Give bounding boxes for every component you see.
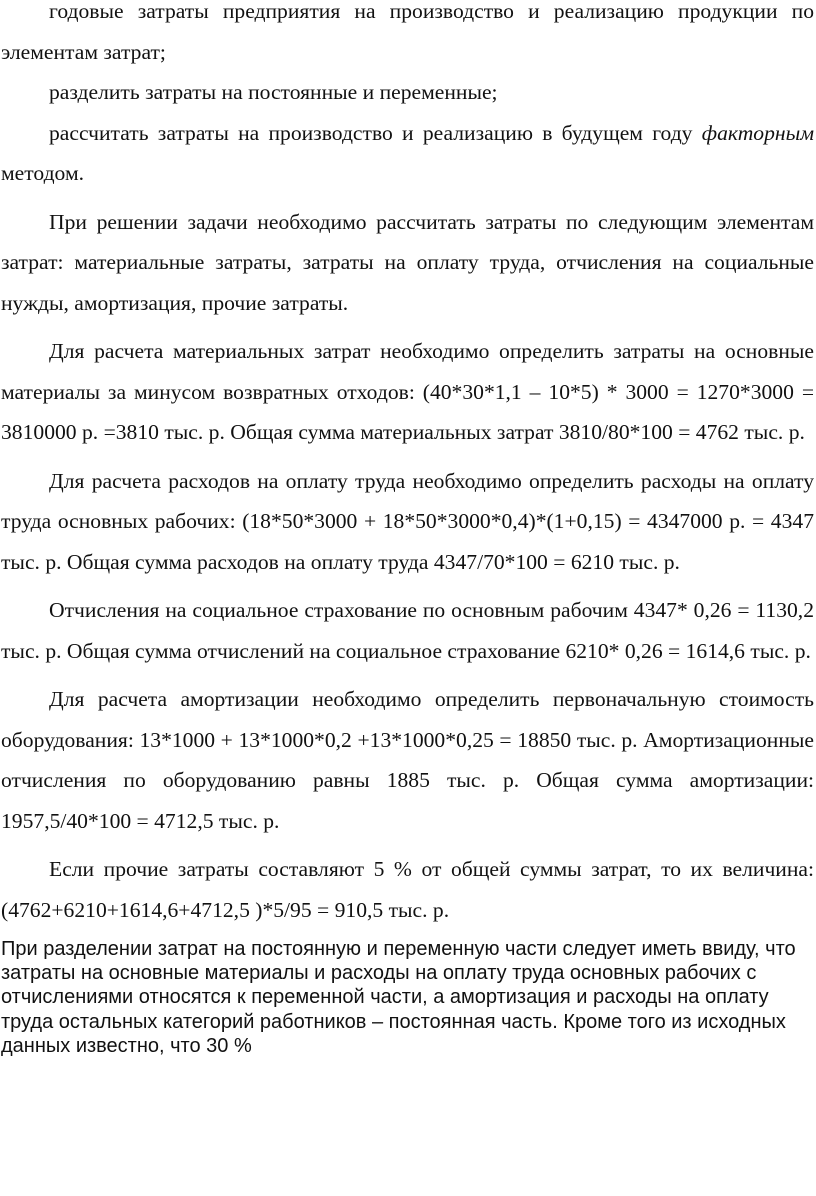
paragraph-fixed-variable-split: При разделении затрат на постоянную и переменную части следует иметь ввиду, что затраты на основные материалы и расходы на оплату труда основных рабочих с отчислениями относятся к переменной части, а амортизация и расходы на оплату труда остальных категорий работников – постоянная часть. Кроме того из исходных данных известно, что 30 % xyxy=(1,938,796,1057)
paragraph-social-insurance: Отчисления на социальное страхование по основным рабочим 4347* 0,26 = 1130,2 тыс. р. Общая сумма отчислений на социальное страхование 6210* 0,26 = 1614,6 тыс. р. xyxy=(1,598,814,663)
paragraph-material-costs: Для расчета материальных затрат необходимо определить затраты на основные материалы за минусом возвратных отходов: (40*30*1,1 – 10*5) * 3000 = 1270*3000 = 3810000 р. =3810 тыс. р. Общая сумма материальных затрат 3810/80*100 = 4762 тыс. р. xyxy=(1,339,814,444)
paragraph-other-costs: Если прочие затраты составляют 5 % от общей суммы затрат, то их величина: (4762+6210+1614,6+4712,5 )*5/95 = 910,5 тыс. р. xyxy=(1,857,814,922)
paragraph-labor-costs: Для расчета расходов на оплату труда необходимо определить расходы на оплату труда основных рабочих: (18*50*3000 + 18*50*3000*0,4)*(1+0,15) = 4347000 р. = 4347 тыс. р. Общая сумма расходов на оплату труда 4347/70*100 = 6210 тыс. р. xyxy=(1,468,814,574)
paragraph-cost-elements: При решении задачи необходимо рассчитать затраты по следующим элементам затрат: материальные затраты, затраты на оплату труда, отчисления на социальные нужды, амортизация, прочие затраты. xyxy=(1,209,814,315)
paragraph-annual-costs: годовые затраты предприятия на производство и реализацию продукции по элементам затрат; xyxy=(1,0,814,64)
factor-method-italic-word: факторным xyxy=(701,120,814,145)
paragraph-depreciation: Для расчета амортизации необходимо определить первоначальную стоимость оборудования: 13*1000 + 13*1000*0,2 +13*1000*0,25 = 18850 тыс. р. Амортизационные отчисления по оборудованию равны 1885 тыс. р. Общая сумма амортизации: 1957,5/40*100 = 4712,5 тыс. р. xyxy=(1,687,814,833)
paragraph-split-costs: разделить затраты на постоянные и переменные; xyxy=(49,80,498,104)
factor-method-text-start: рассчитать затраты на производство и реализацию в будущем году xyxy=(49,120,702,145)
factor-method-text-end: методом. xyxy=(1,161,85,185)
paragraph-factor-method xyxy=(1,113,814,194)
